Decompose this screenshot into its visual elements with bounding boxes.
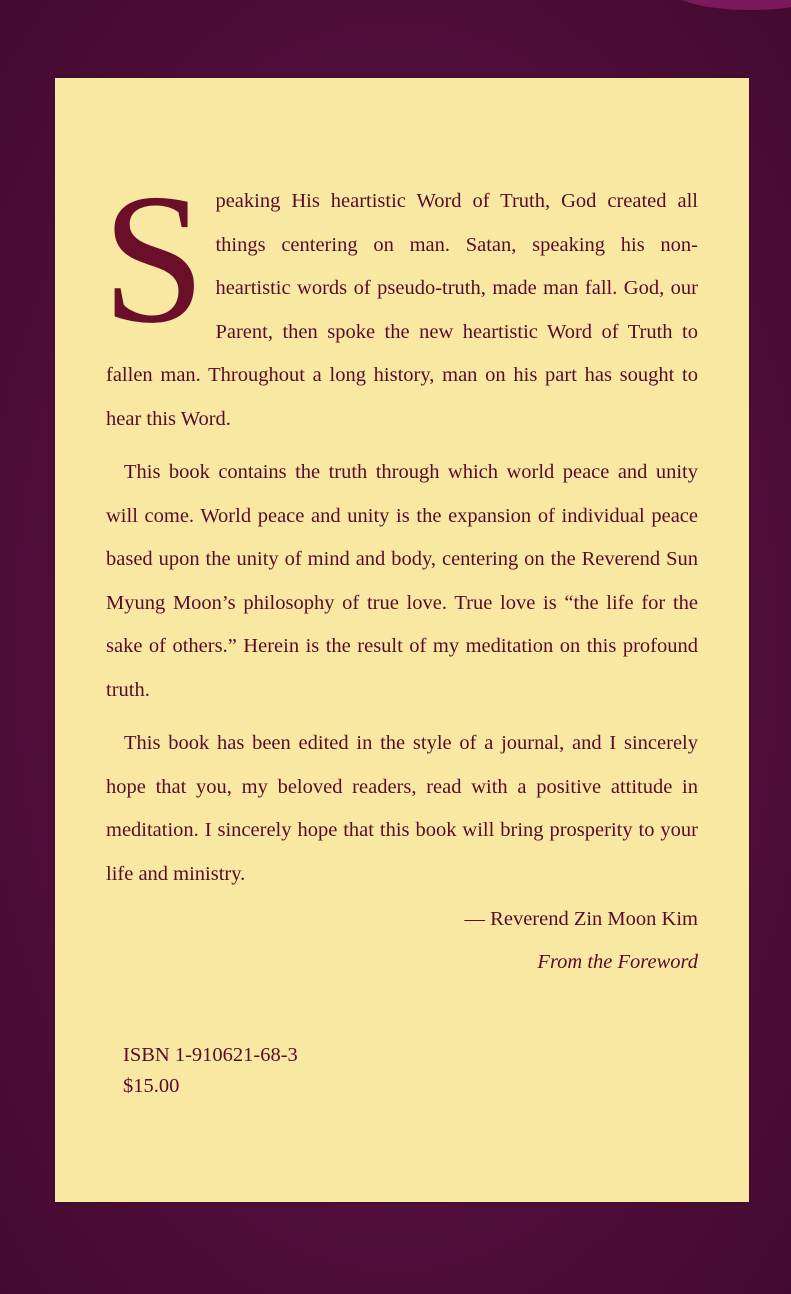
book-info [123, 1040, 298, 1102]
isbn-number: ISBN 1-910621-68-3 [123, 1044, 298, 1066]
attribution [465, 898, 698, 984]
foreword-paragraph-1-text: peaking His heartistic Word of Truth, God created all things centering on man. Satan, speaking his non-heartistic words of pseudo-truth, made man fall. God, our Parent, then spoke the new heartistic Word of Truth to fallen man. Throughout a long history, man on his part has sought to hear this Word. [106, 190, 698, 430]
back-cover-panel [55, 78, 749, 1202]
foreword-paragraph-3: This book has been edited in the style of a journal, and I sincerely hope that you, my beloved readers, read with a positive attitude in meditation. I sincerely hope that this book will bring prosperity to your life and ministry. [106, 732, 698, 885]
foreword-paragraph-2: This book contains the truth through which world peace and unity will come. World peace and unity is the expansion of individual peace based upon the unity of mind and body, centering on the Reverend Sun Myung Moon’s philosophy of true love. True love is “the life for the sake of others.” Herein is the result of my meditation on this profound truth. [106, 461, 698, 701]
attribution-author: — Reverend Zin Moon Kim [464, 908, 698, 930]
attribution-source: From the Foreword [537, 951, 698, 973]
price: $15.00 [123, 1075, 180, 1097]
foreword-excerpt [102, 156, 698, 896]
foreword-paragraph-1 [102, 156, 698, 441]
drop-cap-letter: S [102, 156, 206, 362]
